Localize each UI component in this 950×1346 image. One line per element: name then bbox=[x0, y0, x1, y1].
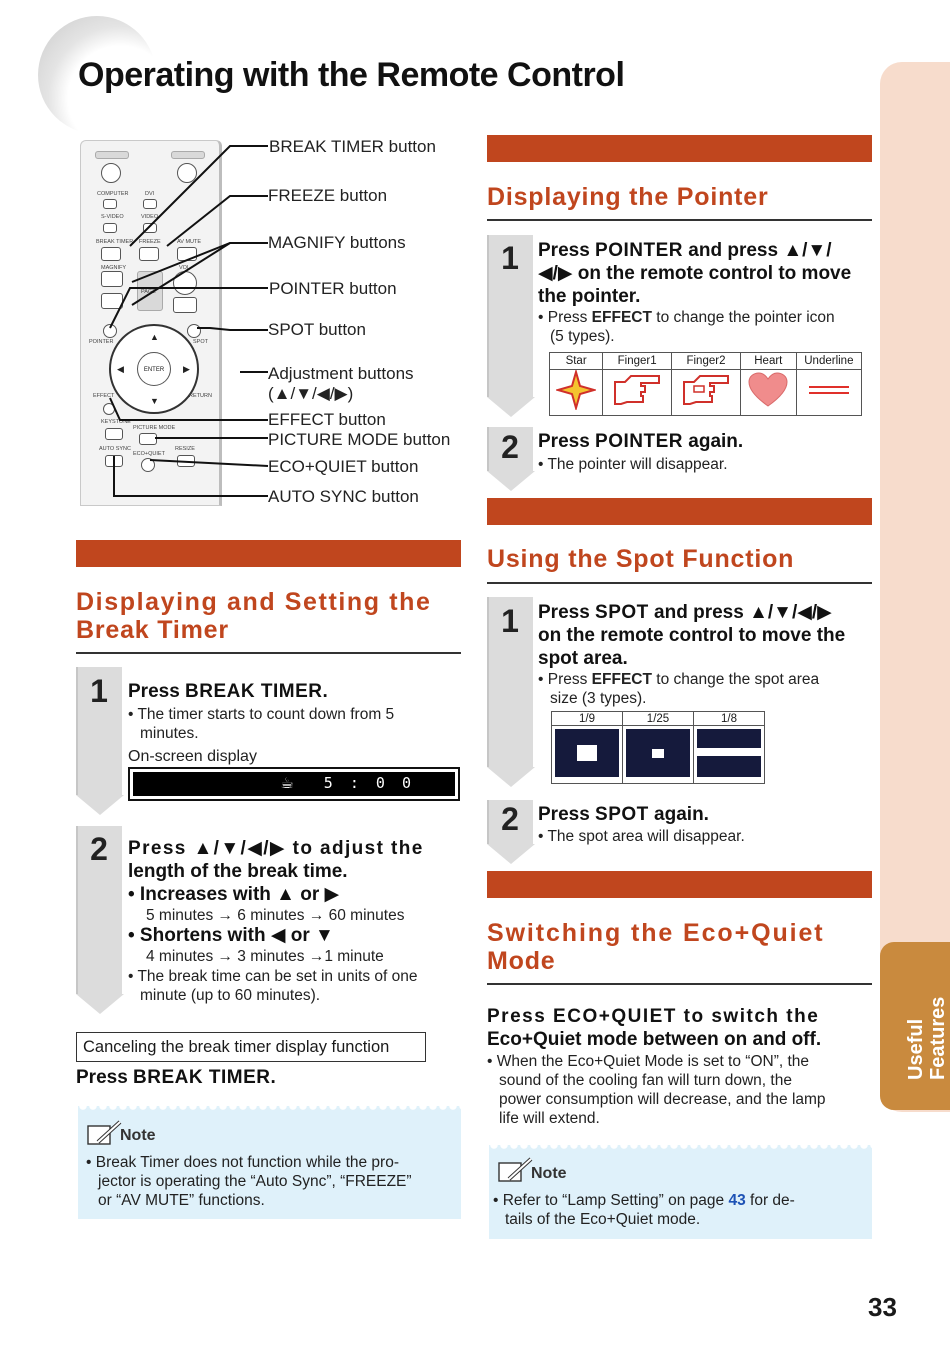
pointer-bullet-bold: EFFECT bbox=[591, 309, 652, 326]
step1-title-prefix: Press bbox=[128, 681, 186, 702]
pointer-step1-prefix: Press bbox=[538, 240, 596, 261]
remote-label-av-mute: AV MUTE bbox=[177, 239, 202, 245]
pointer-bullet-line2: (5 types). bbox=[550, 328, 615, 345]
eco-press-bold: ECO+QUIET bbox=[553, 1006, 677, 1027]
side-tab-line2: Features bbox=[927, 996, 949, 1080]
pointer-section-bar bbox=[487, 135, 872, 162]
eco-note-title: Note bbox=[531, 1165, 567, 1182]
eco-note bbox=[489, 1145, 872, 1239]
remote-label-computer: COMPUTER bbox=[97, 191, 129, 197]
callout-spot-button: SPOT button bbox=[268, 320, 366, 339]
break-timer-step1-body bbox=[128, 705, 458, 766]
eco-press-suffix: to switch the bbox=[676, 1006, 820, 1027]
callout-adjustment-buttons: Adjustment buttons bbox=[268, 364, 414, 383]
note-line1: • Break Timer does not function while the pro- bbox=[86, 1154, 399, 1171]
eco-instruction bbox=[487, 1005, 872, 1051]
spot-step1-suffix: and press ▲/▼/◀/▶ bbox=[648, 602, 832, 623]
spot-step1-number: 1 bbox=[501, 603, 519, 639]
shortens-detail: 4 minutes → 3 minutes →1 minute bbox=[146, 948, 384, 965]
shortens-label: • Shortens with ◀ or ▼ bbox=[128, 925, 334, 946]
note-text bbox=[86, 1153, 456, 1210]
break-timer-rule bbox=[76, 652, 461, 654]
increases-detail: 5 minutes → 6 minutes → 60 minutes bbox=[146, 907, 405, 924]
eco-heading-line2: Mode bbox=[487, 947, 556, 975]
pointer-type-finger1-label: Finger1 bbox=[603, 353, 672, 370]
pointer-bullet-suffix: to change the pointer icon bbox=[651, 309, 835, 326]
remote-label-break-timer: BREAK TIMER bbox=[96, 239, 134, 245]
pointer-step1-line3: the pointer. bbox=[538, 286, 641, 307]
pointer-step2-title bbox=[538, 430, 743, 453]
spot-1-25-preview bbox=[623, 726, 694, 784]
spot-step1-prefix: Press bbox=[538, 602, 596, 623]
callout-picture-mode-button: PICTURE MODE button bbox=[268, 430, 451, 449]
note-line2: jector is operating the “Auto Sync”, “FREEZE” bbox=[98, 1173, 412, 1190]
remote-label-auto-sync: AUTO SYNC bbox=[99, 446, 131, 452]
break-timer-display bbox=[128, 767, 460, 801]
spot-1-9-preview bbox=[552, 726, 623, 784]
star-pointer-icon bbox=[550, 370, 603, 416]
pointer-type-underline-label: Underline bbox=[796, 353, 861, 370]
callout-auto-sync-button: AUTO SYNC button bbox=[268, 487, 419, 506]
eco-note-text bbox=[493, 1191, 867, 1229]
eco-heading bbox=[487, 919, 877, 975]
break-timer-step1-title bbox=[128, 680, 328, 703]
eco-note-prefix: • Refer to “Lamp Setting” on page bbox=[493, 1192, 729, 1209]
step1-title-bold: BREAK TIMER bbox=[185, 681, 323, 702]
side-tab-line1: Useful bbox=[905, 1018, 927, 1080]
note-line3: or “AV MUTE” functions. bbox=[98, 1192, 265, 1209]
pointer-type-finger2-label: Finger2 bbox=[672, 353, 741, 370]
remote-label-keystone: KEYSTONE bbox=[101, 419, 131, 425]
pointer-step2-number: 2 bbox=[501, 429, 519, 465]
remote-label-spot: SPOT bbox=[193, 339, 208, 345]
break-timer-note bbox=[78, 1106, 461, 1219]
finger2-pointer-icon bbox=[672, 370, 741, 416]
callout-eco-quiet-button: ECO+QUIET button bbox=[268, 457, 419, 476]
spot-step1-line2: on the remote control to move the bbox=[538, 625, 846, 646]
step2-note-line2: minute (up to 60 minutes). bbox=[140, 987, 321, 1004]
spot-step2-prefix: Press bbox=[538, 804, 596, 825]
coffee-cup-icon: ☕ bbox=[280, 774, 294, 792]
pointer-step2-suffix: again. bbox=[683, 431, 744, 452]
step1-title-suffix: . bbox=[322, 681, 328, 702]
eco-rule bbox=[487, 983, 872, 985]
step2-note-line1: • The break time can be set in units of one bbox=[128, 968, 418, 985]
spot-step1-line3: spot area. bbox=[538, 648, 628, 669]
spot-heading: Using the Spot Function bbox=[487, 545, 795, 573]
cancel-break-timer-box: Canceling the break timer display function bbox=[76, 1032, 426, 1062]
pointer-types-table bbox=[549, 352, 862, 416]
spot-step1-bold: SPOT bbox=[595, 602, 649, 623]
spot-rule bbox=[487, 582, 872, 584]
down-arrow-icon: ▼ bbox=[150, 396, 159, 406]
spot-bullet-suffix: to change the spot area bbox=[651, 671, 820, 688]
remote-label-return: RETURN bbox=[189, 393, 212, 399]
spot-sizes-table bbox=[551, 711, 765, 784]
remote-label-magnify: MAGNIFY bbox=[101, 265, 127, 271]
remote-label-effect: EFFECT bbox=[93, 393, 115, 399]
spot-size-1-8-label: 1/8 bbox=[694, 712, 765, 726]
spot-step1-title bbox=[538, 601, 868, 670]
callout-pointer-button: POINTER button bbox=[269, 279, 397, 298]
remote-label-page: PAGE bbox=[141, 289, 156, 295]
page-number: 33 bbox=[868, 1292, 897, 1322]
remote-label-video: VIDEO bbox=[141, 214, 159, 220]
left-arrow-icon: ◀ bbox=[117, 364, 124, 374]
remote-label-vol: VOL bbox=[179, 265, 191, 271]
note-scallop-edge bbox=[78, 1106, 461, 1116]
callout-break-timer-button: BREAK TIMER button bbox=[269, 137, 436, 156]
remote-callout-lines bbox=[80, 130, 270, 510]
callout-magnify-buttons: MAGNIFY buttons bbox=[268, 233, 406, 252]
eco-section-bar bbox=[487, 871, 872, 898]
break-timer-section-bar bbox=[76, 540, 461, 567]
heart-pointer-icon bbox=[740, 370, 796, 416]
break-timer-step2-title bbox=[128, 837, 458, 906]
break-timer-value: 5 : 0 0 bbox=[323, 774, 415, 792]
break-timer-display-screen bbox=[133, 772, 455, 796]
pointer-rule bbox=[487, 219, 872, 221]
spot-bullet-line2: size (3 types). bbox=[550, 690, 647, 707]
onscreen-display-label: On-screen display bbox=[128, 748, 257, 765]
remote-label-resize: RESIZE bbox=[175, 446, 195, 452]
spot-section-bar bbox=[487, 498, 872, 525]
callout-freeze-button: FREEZE button bbox=[268, 186, 388, 205]
eco-press-prefix: Press bbox=[487, 1006, 554, 1027]
eco-press-line2: Eco+Quiet mode between on and off. bbox=[487, 1029, 822, 1050]
increases-label: • Increases with ▲ or ▶ bbox=[128, 884, 340, 905]
side-tab-label bbox=[905, 940, 949, 1080]
pointer-step1-number: 1 bbox=[501, 240, 519, 276]
break-timer-step1-number: 1 bbox=[90, 673, 108, 709]
spot-step2-number: 2 bbox=[501, 801, 519, 837]
right-arrow-icon: ▶ bbox=[183, 364, 190, 374]
pointer-step1-line2: ◀/▶ on the remote control to move bbox=[538, 263, 852, 284]
underline-pointer-icon bbox=[796, 370, 861, 416]
eco-note-line2: tails of the Eco+Quiet mode. bbox=[505, 1211, 701, 1228]
break-timer-heading-line1: Displaying and Setting the bbox=[76, 588, 432, 616]
eco-note-suffix: for de- bbox=[745, 1192, 795, 1209]
remote-label-pointer: POINTER bbox=[89, 339, 114, 345]
pointer-step1-suffix: and press ▲/▼/ bbox=[683, 240, 832, 261]
spot-step1-body bbox=[538, 670, 868, 708]
pointer-heading: Displaying the Pointer bbox=[487, 183, 769, 211]
spot-1-8-preview bbox=[694, 726, 765, 784]
pointer-step2-prefix: Press bbox=[538, 431, 596, 452]
remote-label-dvi: DVI bbox=[145, 191, 155, 197]
pointer-step1-bold: POINTER bbox=[595, 240, 683, 261]
remote-label-freeze: FREEZE bbox=[139, 239, 161, 245]
note-pencil-icon bbox=[86, 1120, 124, 1150]
pointer-bullet-prefix: • Press bbox=[538, 309, 592, 326]
eco-note-scallop-edge bbox=[489, 1145, 872, 1155]
up-arrow-icon: ▲ bbox=[150, 332, 159, 342]
spot-step2-bullet: • The spot area will disappear. bbox=[538, 828, 745, 845]
spot-step2-title bbox=[538, 803, 709, 826]
pointer-type-star-label: Star bbox=[550, 353, 603, 370]
page-43-link[interactable]: 43 bbox=[728, 1192, 746, 1209]
spot-step2-bold: SPOT bbox=[595, 804, 649, 825]
note-title: Note bbox=[120, 1127, 156, 1144]
pointer-step1-title bbox=[538, 239, 868, 308]
pointer-type-heart-label: Heart bbox=[740, 353, 796, 370]
break-timer-step2-number: 2 bbox=[90, 831, 108, 867]
finger1-pointer-icon bbox=[603, 370, 672, 416]
spot-step2-suffix: again. bbox=[648, 804, 709, 825]
eco-body bbox=[487, 1052, 862, 1128]
step2-note bbox=[128, 967, 458, 1005]
page-title: Operating with the Remote Control bbox=[78, 56, 625, 94]
eco-bullet-line1: • When the Eco+Quiet Mode is set to “ON”, the bbox=[487, 1053, 810, 1070]
break-timer-heading-line2: Break Timer bbox=[76, 616, 229, 644]
cancel-instruction bbox=[76, 1066, 276, 1089]
eco-bullet-line3: power consumption will decrease, and the lamp bbox=[499, 1091, 826, 1108]
spot-bullet-prefix: • Press bbox=[538, 671, 592, 688]
remote-label-eco-quiet: ECO+QUIET bbox=[133, 451, 165, 457]
spot-bullet-bold: EFFECT bbox=[591, 671, 652, 688]
step2-title-line2: length of the break time. bbox=[128, 861, 348, 882]
step1-bullet-line1: • The timer starts to count down from 5 bbox=[128, 706, 395, 723]
cancel-suffix: . bbox=[270, 1067, 276, 1088]
spot-size-1-25-label: 1/25 bbox=[623, 712, 694, 726]
cancel-bold: BREAK TIMER bbox=[133, 1067, 271, 1088]
pointer-step2-bullet: • The pointer will disappear. bbox=[538, 456, 728, 473]
eco-bullet-line4: life will extend. bbox=[499, 1110, 600, 1127]
callout-adjustment-arrows: (▲/▼/◀/▶) bbox=[268, 384, 354, 403]
eco-bullet-line2: sound of the cooling fan will turn down, the bbox=[499, 1072, 792, 1089]
remote-label-svideo: S-VIDEO bbox=[101, 214, 124, 220]
eco-heading-line1: Switching the Eco+Quiet bbox=[487, 919, 825, 947]
step1-bullet-line2: minutes. bbox=[140, 725, 199, 742]
callout-effect-button: EFFECT button bbox=[268, 410, 386, 429]
pointer-step2-bold: POINTER bbox=[595, 431, 683, 452]
note-pencil-icon bbox=[497, 1157, 535, 1187]
spot-size-1-9-label: 1/9 bbox=[552, 712, 623, 726]
break-timer-heading bbox=[76, 588, 466, 644]
step2-title-line1: Press ▲/▼/◀/▶ to adjust the bbox=[128, 838, 424, 859]
cancel-prefix: Press bbox=[76, 1067, 134, 1088]
remote-label-picture-mode: PICTURE MODE bbox=[133, 425, 176, 431]
pointer-step1-body bbox=[538, 308, 868, 346]
enter-button: ENTER bbox=[137, 352, 171, 386]
